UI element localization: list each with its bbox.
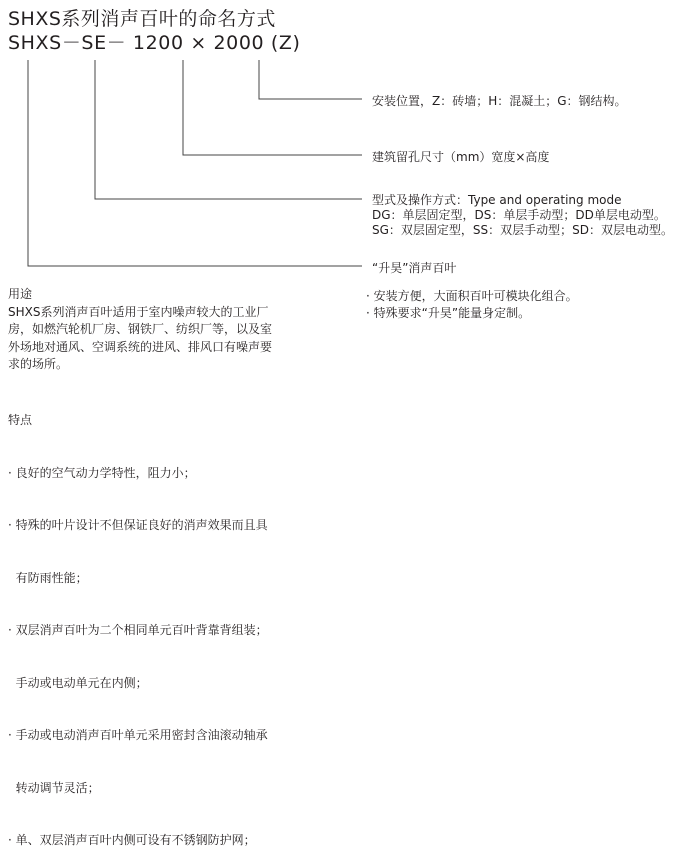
type-line-single: DG：单层固定型，DS：单层手动型；DD单层电动型。: [372, 208, 666, 222]
brand-label: “升昊”消声百叶: [372, 261, 457, 275]
feature-line: 手动或电动单元在内侧；: [8, 675, 148, 690]
type-line-double: SG：双层固定型，SS：双层手动型；SD：双层电动型。: [372, 223, 674, 237]
feature-line: 转动调节灵活；: [8, 780, 100, 795]
brand-features: [366, 288, 578, 321]
type-heading: 型式及操作方式：Type and operating mode: [372, 193, 622, 207]
features-section: [8, 377, 268, 867]
feature-line: · 特殊的叶片设计不但保证良好的消声效果而且具: [8, 518, 268, 532]
usage-section: [8, 286, 272, 374]
install-position-label: 安装位置，Z：砖墙；H：混凝土；G：钢结构。: [372, 94, 627, 108]
usage-heading: 用途: [8, 287, 33, 301]
leader-line-size: [183, 60, 362, 155]
feature-line: · 双层消声百叶为二个相同单元百叶背靠背组装；: [8, 623, 268, 637]
features-heading: 特点: [8, 413, 33, 427]
brand-feature-item: · 特殊要求“升昊”能量身定制。: [366, 305, 531, 320]
feature-line: 有防雨性能；: [8, 570, 88, 585]
usage-line: 外场地对通风、空调系统的进风、排风口有噪声要: [8, 339, 273, 354]
leader-line-type: [95, 60, 362, 199]
feature-line: · 手动或电动消声百叶单元采用密封含油滚动轴承: [8, 728, 268, 742]
opening-size-label: 建筑留孔尺寸（mm）宽度×高度: [372, 150, 550, 164]
usage-line: SHXS系列消声百叶适用于室内噪声较大的工业厂: [8, 304, 269, 319]
usage-line: 求的场所。: [8, 357, 69, 371]
leader-line-brand: [28, 60, 362, 266]
page-title: SHXS系列消声百叶的命名方式: [8, 8, 276, 30]
leader-line-install: [259, 60, 362, 99]
brand-feature-item: · 安装方便，大面积百叶可模块化组合。: [366, 289, 578, 303]
feature-line: · 单、双层消声百叶内侧可设有不锈钢防护网；: [8, 833, 256, 847]
feature-line: · 良好的空气动力学特性，阻力小；: [8, 465, 196, 480]
usage-line: 房，如燃汽轮机厂房、钢铁厂、纺织厂等，以及室: [8, 322, 273, 336]
model-code: SHXS－SE－ 1200 × 2000 (Z): [8, 32, 301, 54]
